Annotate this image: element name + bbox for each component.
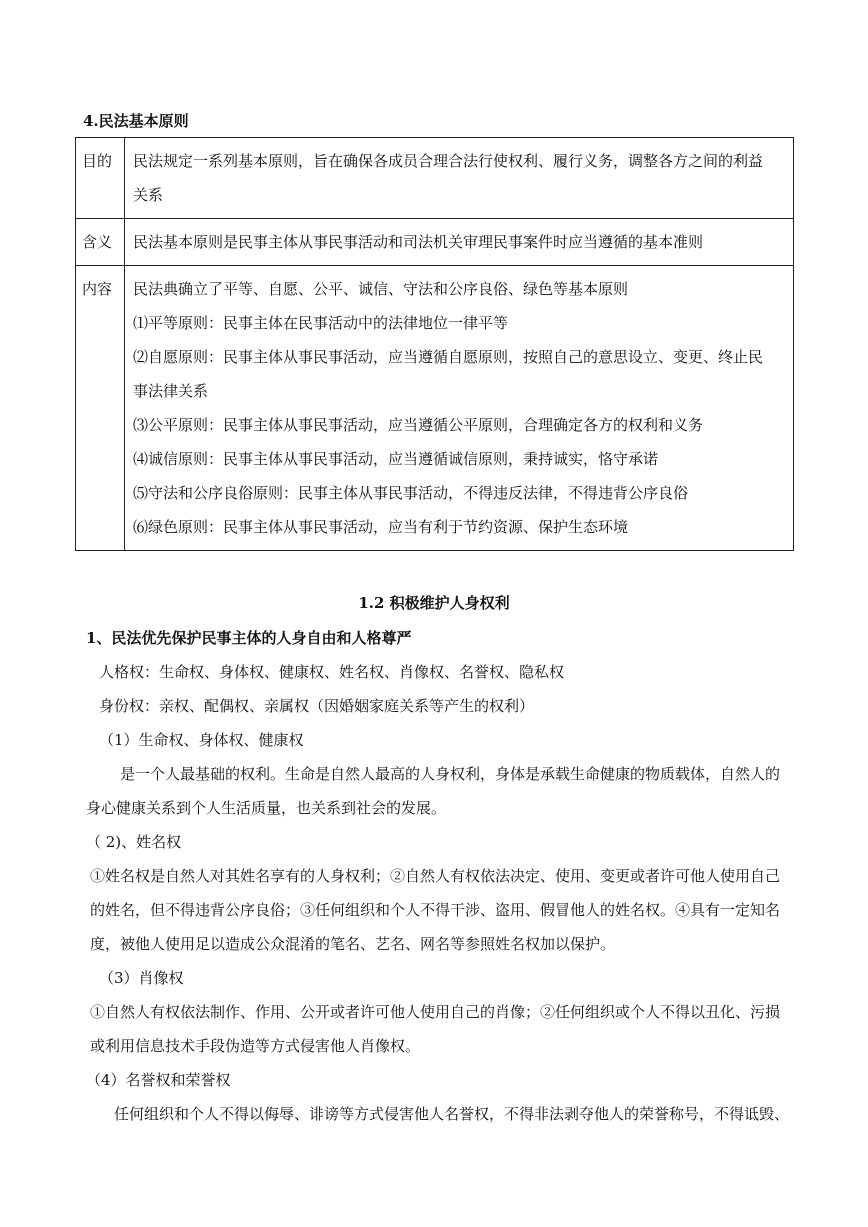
row-line: 事法律关系 [133, 382, 209, 400]
table-row [76, 219, 794, 266]
name-rights-text: ①姓名权是自然人对其姓名享有的人身权利；②自然人有权依法决定、使用、变更或者许可他人使用自己的姓名，但不得违背公序良俗；③任何组织和个人不得干涉、盗用、假冒他人的姓名权。④具有一定知名度，被他人使用足以造成公众混淆的笔名、艺名、网名等参照姓名权加以保护。 [90, 867, 781, 953]
identity-rights: 身份权：亲权、配偶权、亲属权（因婚姻家庭关系等产生的权利） [99, 697, 535, 715]
personality-rights: 人格权：生命权、身体权、健康权、姓名权、肖像权、名誉权、隐私权 [99, 663, 565, 681]
subheading-life-rights: （1）生命权、身体权、健康权 [99, 731, 304, 749]
row-line: 民法规定一系列基本原则，旨在确保各成员合理合法行使权利、履行义务，调整各方之间的利益 [133, 152, 764, 170]
row-line: ⑴平等原则：民事主体在民事活动中的法律地位一律平等 [133, 314, 509, 332]
subheading-portrait-rights: （3）肖像权 [99, 969, 184, 987]
subheading-name-rights: （ 2)、姓名权 [86, 833, 182, 851]
chapter-title: 1.2 积极维护人身权利 [358, 594, 510, 612]
row-line: ⑵自愿原则：民事主体从事民事活动，应当遵循自愿原则，按照自己的意思设立、变更、终止民 [133, 348, 764, 366]
principles-table [75, 137, 794, 551]
heading-personal-freedom: 1、民法优先保护民事主体的人身自由和人格尊严 [86, 629, 412, 647]
portrait-rights-text: ①自然人有权依法制作、作用、公开或者许可他人使用自己的肖像；②任何组织或个人不得以丑化、污损或利用信息技术手段伪造等方式侵害他人肖像权。 [90, 1003, 781, 1055]
row-key: 内容 [76, 266, 125, 551]
subheading-reputation-rights: （4）名誉权和荣誉权 [86, 1071, 231, 1089]
row-key: 含义 [76, 219, 125, 266]
row-line: ⑷诚信原则：民事主体从事民事活动，应当遵循诚信原则，秉持诚实，恪守承诺 [133, 450, 659, 468]
row-value [125, 138, 794, 219]
table-row [76, 266, 794, 551]
row-line: ⑶公平原则：民事主体从事民事活动，应当遵循公平原则，合理确定各方的权利和义务 [133, 416, 704, 434]
row-line: 民法基本原则是民事主体从事民事活动和司法机关审理民事案件时应当遵循的基本准则 [133, 233, 704, 251]
row-value [125, 219, 794, 266]
reputation-rights-text: 任何组织和个人不得以侮辱、诽谤等方式侵害他人名誉权，不得非法剥夺他人的荣誉称号，不得诋毁、 [114, 1105, 790, 1123]
row-line: ⑸守法和公序良俗原则：民事主体从事民事活动，不得违反法律，不得违背公序良俗 [133, 484, 689, 502]
row-line: 民法典确立了平等、自愿、公平、诚信、守法和公序良俗、绿色等基本原则 [133, 280, 629, 298]
row-line: ⑹绿色原则：民事主体从事民事活动，应当有利于节约资源、保护生态环境 [133, 518, 629, 536]
body-text [86, 621, 793, 1131]
life-rights-text: 是一个人最基础的权利。生命是自然人最高的人身权利，身体是承载生命健康的物质载体，自然人的身心健康关系到个人生活质量，也关系到社会的发展。 [86, 765, 781, 817]
row-line: 关系 [133, 186, 164, 204]
table-row [76, 138, 794, 219]
row-key: 目的 [76, 138, 125, 219]
section-title: 4.民法基本原则 [83, 112, 189, 130]
row-value [125, 266, 794, 551]
